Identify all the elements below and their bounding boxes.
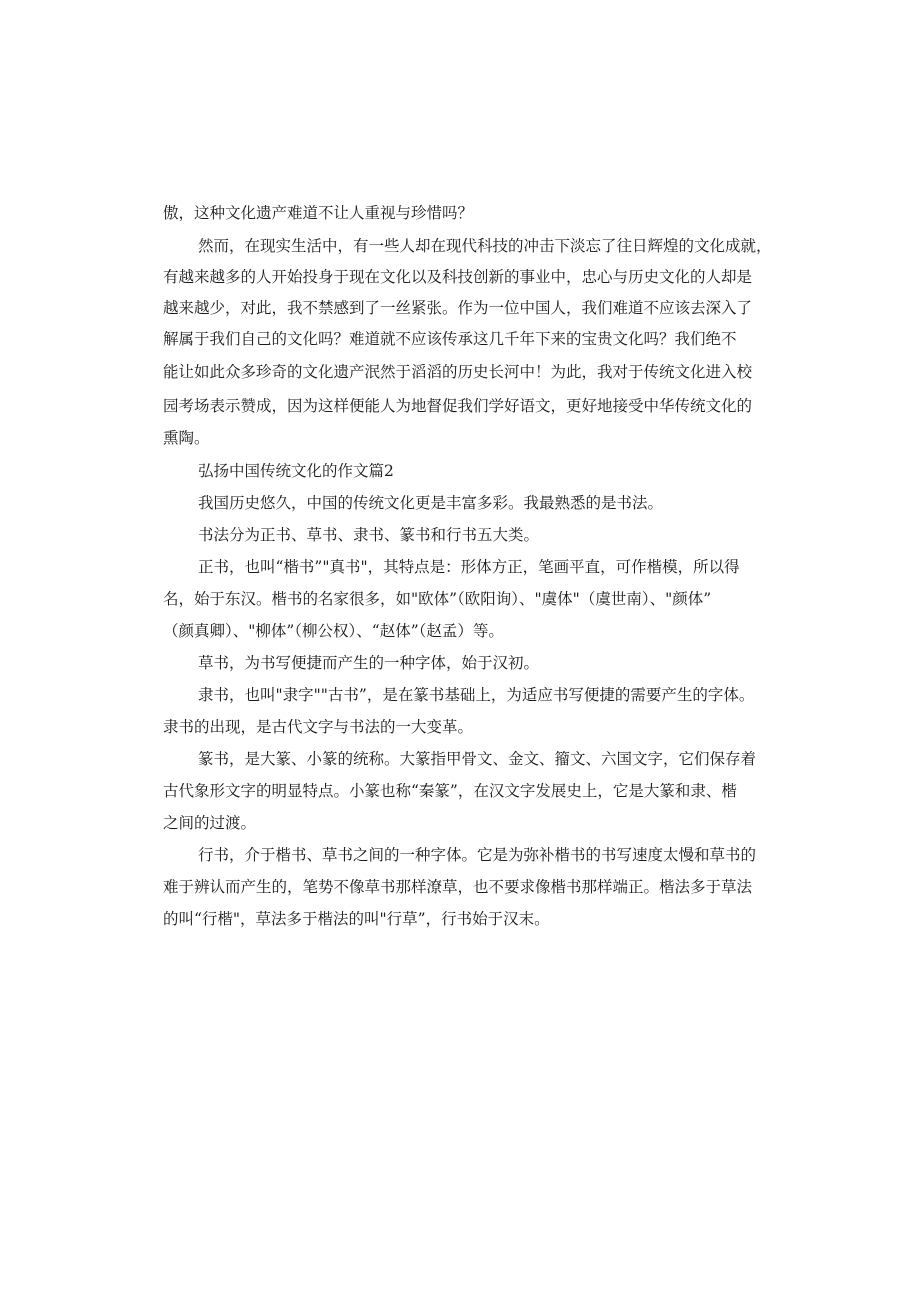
paragraph-line: （颜真卿）、"柳体”（柳公权）、“赵体”（赵孟）等。 xyxy=(163,622,504,640)
paragraph-line: 古代象形文字的明显特点。小篆也称“秦篆”，在汉文字发展史上，它是大篆和隶、楷 xyxy=(163,782,737,800)
paragraph-line: 园考场表示赞成，因为这样便能人为地督促我们学好语文，更好地接受中华传统文化的 xyxy=(163,397,753,415)
paragraph-line: 然而，在现实生活中，有一些人却在现代科技的冲击下淡忘了往日辉煌的文化成就， xyxy=(198,237,772,255)
paragraph-line: 行书，介于楷书、草书之间的一种字体。它是为弥补楷书的书写速度太慢和草书的 xyxy=(198,846,757,864)
paragraph-line: 熏陶。 xyxy=(163,429,210,447)
paragraph-line: 书法分为正书、草书、隶书、篆书和行书五大类。 xyxy=(198,526,540,544)
paragraph-line: 难于辨认而产生的，笔势不像草书那样潦草，也不要求像楷书那样端正。楷法多于草法 xyxy=(163,878,753,896)
section-heading: 弘扬中国传统文化的作文篇2 xyxy=(198,462,394,480)
paragraph-line: 解属于我们自己的文化吗？难道就不应该传承这几千年下来的宝贵文化吗？我们绝不 xyxy=(163,330,737,348)
paragraph-line: 能让如此众多珍奇的文化遗产泯然于滔滔的历史长河中！为此，我对于传统文化进入校 xyxy=(163,363,753,381)
paragraph-line: 名，始于东汉。楷书的名家很多，如"欧体”（欧阳询）、"虞体"（虞世南）、"颜体” xyxy=(163,590,712,608)
paragraph-line: 的叫“行楷"，草法多于楷法的叫"行草”，行书始于汉末。 xyxy=(163,910,550,928)
paragraph-line: 篆书，是大篆、小篆的统称。大篆指甲骨文、金文、籀文、六国文字，它们保存着 xyxy=(198,750,757,768)
paragraph-line: 之间的过渡。 xyxy=(163,814,257,832)
paragraph-line: 草书，为书写便捷而产生的一种字体，始于汉初。 xyxy=(198,654,540,672)
paragraph-line: 傲，这种文化遗产难道不让人重视与珍惜吗？ xyxy=(163,204,474,222)
paragraph-line: 有越来越多的人开始投身于现在文化以及科技创新的事业中，忠心与历史文化的人却是 xyxy=(163,268,753,286)
paragraph-line: 隶书，也叫"隶字""古书”，是在篆书基础上，为适应书写便捷的需要产生的字体。 xyxy=(198,686,755,704)
paragraph-line: 越来越少，对此，我不禁感到了一丝紧张。作为一位中国人，我们难道不应该去深入了 xyxy=(163,299,753,317)
paragraph-line: 我国历史悠久，中国的传统文化更是丰富多彩。我最熟悉的是书法。 xyxy=(198,494,664,512)
paragraph-line: 正书，也叫“楷书”"真书"，其特点是：形体方正，笔画平直，可作楷模，所以得 xyxy=(198,558,740,576)
paragraph-line: 隶书的出现，是古代文字与书法的一大变革。 xyxy=(163,718,474,736)
